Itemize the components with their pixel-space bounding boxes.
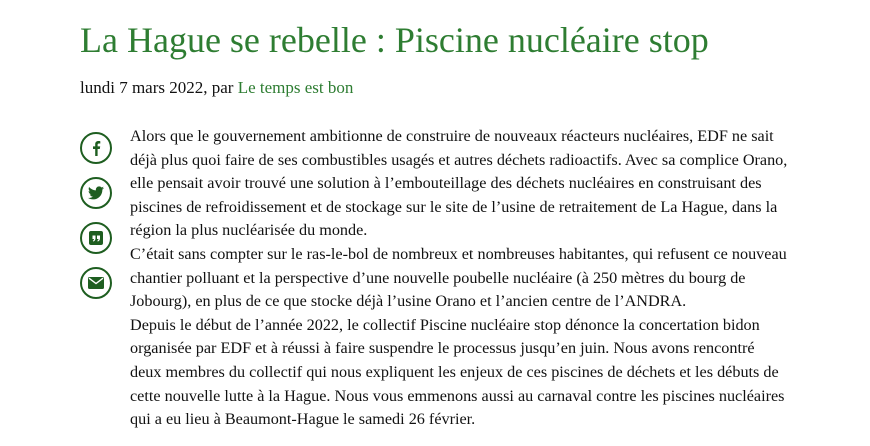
facebook-icon [89, 140, 103, 156]
share-facebook-button[interactable] [80, 132, 112, 164]
quote-icon [88, 230, 104, 246]
share-email-button[interactable] [80, 267, 112, 299]
article-date: lundi 7 mars 2022, par [80, 78, 238, 97]
share-quote-button[interactable] [80, 222, 112, 254]
share-bar [80, 132, 116, 312]
article-paragraph: Depuis le début de l’année 2022, le collectif Piscine nucléaire stop dénonce la concertation bidon organisée par EDF et à réussi à faire suspendre le processus jusqu’en juin. Nous avons rencontré deux membres du collectif qui nous expliquent les enjeux de ces piscines de déchets et les débuts de cette nouvelle lutte à la Hague. Nous vous emmenons aussi au carnaval contre les piscines nucléaires qui a eu lieu à Beaumont-Hague le samedi 26 février. [130, 315, 785, 429]
article-body [130, 125, 790, 432]
twitter-icon [88, 186, 104, 200]
article-paragraph: Alors que le gouvernement ambitionne de construire de nouveaux réacteurs nucléaires, EDF ne sait déjà plus quoi faire de ses combustibles usagés et autres déchets radioactifs. Avec sa complice Orano, elle pensait avoir trouvé une solution à l’embouteillage des déchets nucléaires en construisant des piscines de refroidissement et de stockage sur le site de l’usine de retraitement de La Hague, dans la région la plus nucléarisée du monde. [130, 127, 788, 240]
author-link[interactable]: Le temps est bon [237, 78, 354, 97]
share-twitter-button[interactable] [80, 177, 112, 209]
email-icon [88, 277, 104, 289]
byline [80, 76, 353, 100]
page-title: La Hague se rebelle : Piscine nucléaire stop [80, 20, 709, 60]
article-paragraph: C’était sans compter sur le ras-le-bol de nombreux et nombreuses habitantes, qui refusent ce nouveau chantier polluant et la perspective d’une nouvelle poubelle nucléaire (à 250 mètres du bourg de Jobourg), en plus de ce que stocke déjà l’usine Orano et l’ancien centre de l’ANDRA. [130, 244, 787, 311]
